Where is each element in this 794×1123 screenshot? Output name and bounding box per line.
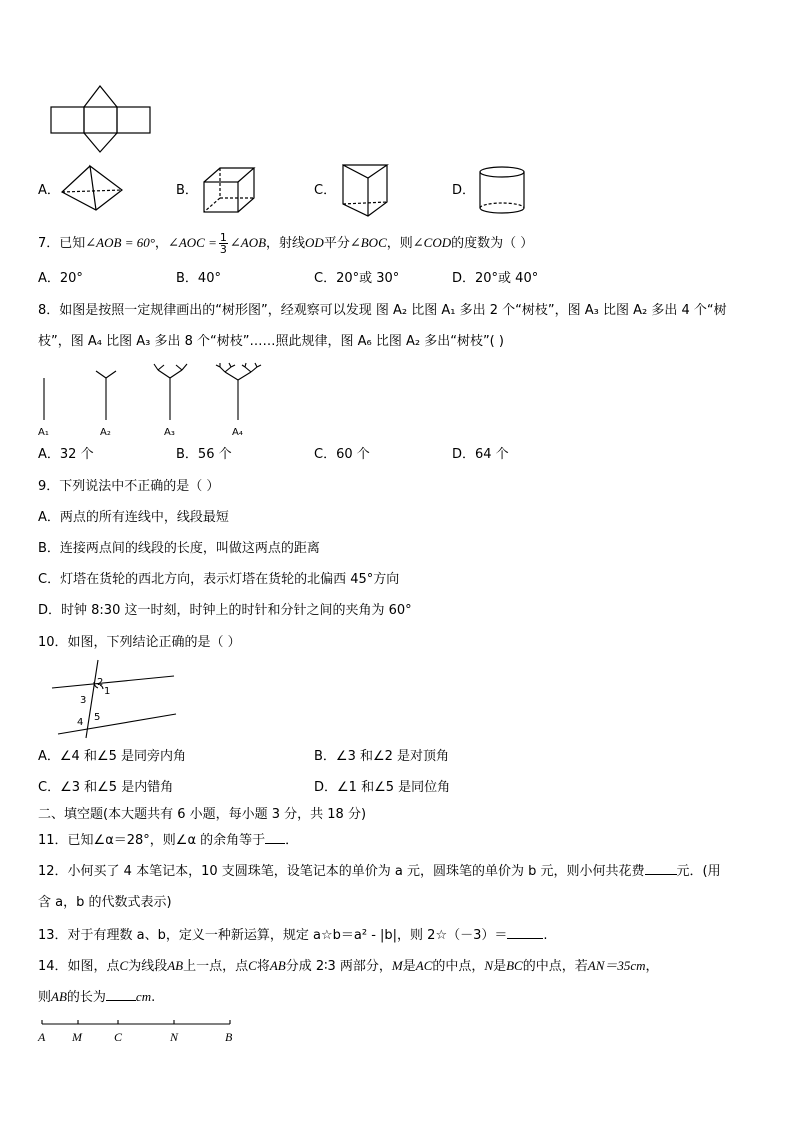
q12-answer-blank [645,862,677,875]
q8-option-a: A．32 个 [38,447,94,462]
q6-option-d: D． [452,183,476,198]
q7-stem: 7．已知∠AOB = 60°，∠AOC = $\frac{1}{3}$ ∠AOB，射线OD平分∠BOC，则∠COD的度数为（ ） [38,231,534,256]
cylinder-figure [476,164,528,216]
section-2-heading: 二、填空题(本大题共有 6 小题，每小题 3 分，共 18 分) [38,807,367,822]
q14-label-n: N [170,1030,179,1044]
q9-stem: 9．下列说法中不正确的是（ ） [38,479,220,494]
cube-figure [200,166,260,216]
q10-label-4: 4 [77,717,84,728]
q14-label-a: A [38,1030,46,1044]
q8-option-d: D．64 个 [452,447,509,462]
q9-option-c: C．灯塔在货轮的西北方向，表示灯塔在货轮的北偏西 45°方向 [38,572,400,587]
triangular-prism-figure [340,162,390,218]
q13-stem: 13．对于有理数 a、b，定义一种新运算，规定 a☆b＝a² - |b|，则 2☆（－3）＝ . [38,928,548,943]
q9-option-a: A．两点的所有连线中，线段最短 [38,510,229,525]
q8-label-a1: A₁ [38,427,49,438]
q10-angle-figure [48,658,178,738]
q10-label-5: 5 [94,712,101,723]
q10-label-2: 2 [97,677,104,688]
q14-stem-line1: 14．如图，点C为线段AB上一点，点C将AB分成 2∶3 两部分，M是AC的中点，N是BC的中点，若AN＝35cm， [38,958,659,974]
q14-label-b: B [225,1030,233,1044]
q10-option-a: A．∠4 和∠5 是同旁内角 [38,749,187,764]
q10-option-b: B．∠3 和∠2 是对顶角 [314,749,450,764]
q8-label-a4: A₄ [232,427,243,438]
q8-tree-figures [36,364,276,424]
q10-option-c: C．∠3 和∠5 是内错角 [38,780,174,795]
q13-answer-blank [507,926,543,939]
q14-stem-line2: 则AB的长为 cm. [38,989,156,1005]
q14-answer-blank [106,988,136,1001]
q8-stem-line1: 8．如图是按照一定规律画出的“树形图”，经观察可以发现 图 A₂ 比图 A₁ 多出 2 个“树枝”，图 A₃ 比图 A₂ 多出 4 个“树 [38,303,727,318]
q9-option-d: D．时钟 8:30 这一时刻，时钟上的时针和分针之间的夹角为 60° [38,603,412,618]
q7-option-b: B．40° [176,271,221,286]
q11-answer-blank [265,831,285,844]
q10-option-d: D．∠1 和∠5 是同位角 [314,780,451,795]
q6-option-b: B． [176,183,198,198]
q12-stem-line1: 12．小何买了 4 本笔记本，10 支圆珠笔，设笔记本的单价为 a 元，圆珠笔的单价为 b 元，则小何共花费 元．(用 [38,864,721,879]
q10-label-1: 1 [104,686,111,697]
q9-option-b: B．连接两点间的线段的长度，叫做这两点的距离 [38,541,320,556]
q14-segment-figure [40,1018,240,1030]
q7-option-a: A．20° [38,271,83,286]
q14-label-m: M [72,1030,82,1044]
q8-label-a2: A₂ [100,427,111,438]
q8-label-a3: A₃ [164,427,175,438]
tetrahedron-figure [60,164,124,214]
q8-option-c: C．60 个 [314,447,370,462]
q8-option-b: B．56 个 [176,447,232,462]
q6-net-figure [48,92,158,152]
q8-stem-line2: 枝”，图 A₄ 比图 A₃ 多出 8 个“树枝”……照此规律，图 A₆ 比图 A₂ 多出“树枝”( ) [38,334,504,349]
q6-option-a: A． [38,183,60,198]
q6-option-c: C． [314,183,337,198]
q10-stem: 10．如图，下列结论正确的是（ ） [38,635,241,650]
q11-stem: 11．已知∠α＝28°，则∠α 的余角等于 ． [38,833,299,848]
q7-option-c: C．20°或 30° [314,271,400,286]
q14-label-c: C [114,1030,123,1044]
q7-option-d: D．20°或 40° [452,271,539,286]
q10-label-3: 3 [80,695,87,706]
q12-stem-line2: 含 a，b 的代数式表示) [38,895,172,910]
